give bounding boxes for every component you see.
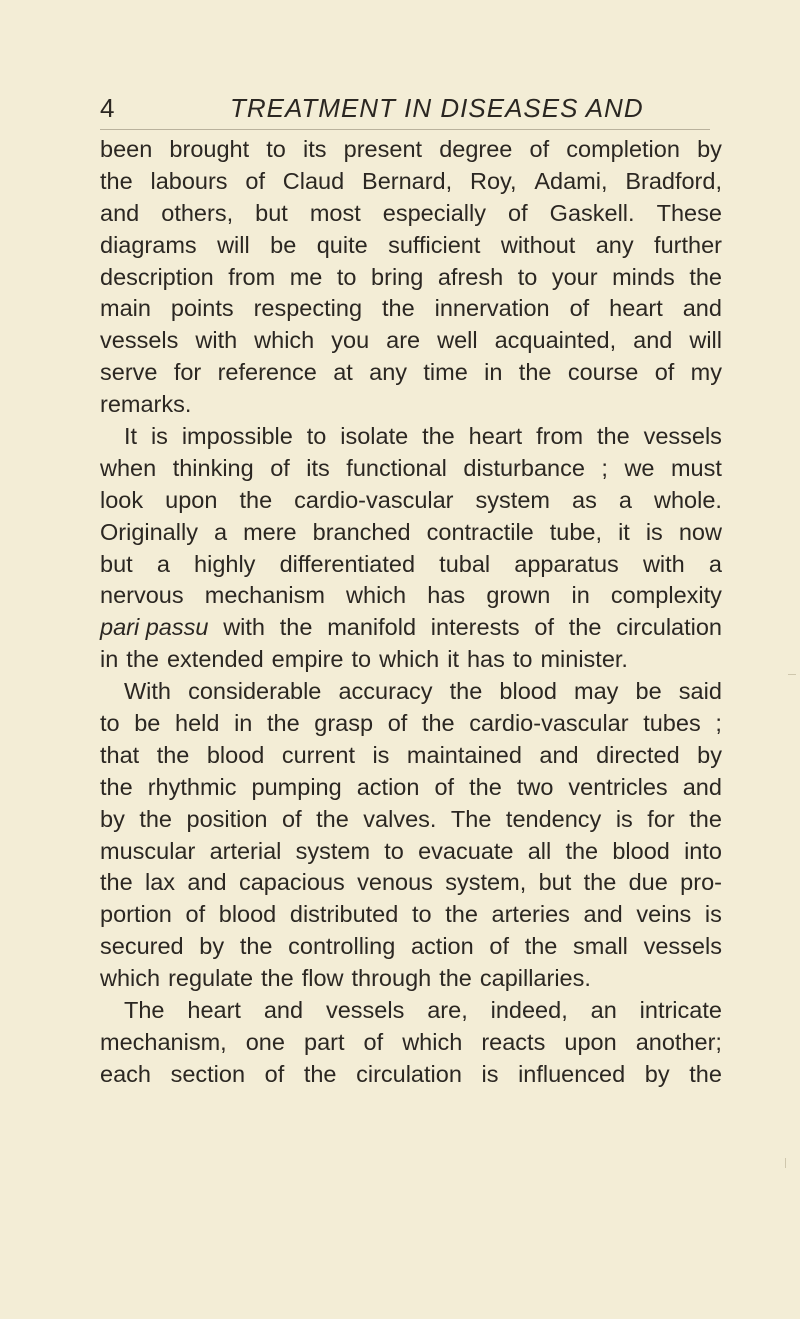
- text-line: [100, 230, 722, 262]
- word: two: [516, 773, 554, 800]
- word: points: [170, 295, 234, 322]
- word: with: [642, 550, 685, 577]
- word: the: [266, 710, 300, 737]
- word: into: [684, 837, 722, 864]
- word: ventricles: [568, 773, 668, 800]
- word: reacts: [481, 1028, 546, 1055]
- word: by: [697, 741, 722, 768]
- word: mechanism: [204, 582, 325, 609]
- word: an: [590, 997, 617, 1024]
- word: the: [597, 423, 630, 450]
- word: for: [647, 805, 675, 832]
- word: valves.: [363, 805, 437, 832]
- word: secured: [100, 933, 184, 960]
- word: system: [295, 837, 371, 864]
- word: its: [306, 454, 330, 481]
- word: the: [449, 678, 483, 705]
- word: portion: [100, 901, 172, 928]
- word: main: [100, 295, 151, 322]
- word: be: [270, 231, 297, 258]
- word: and: [682, 295, 722, 322]
- word: of: [363, 1028, 384, 1055]
- word: to: [517, 263, 538, 290]
- word: which: [402, 1028, 463, 1055]
- word: muscular: [100, 837, 196, 864]
- word: Claud: [282, 167, 345, 194]
- text-line: [100, 357, 722, 389]
- word: to: [384, 837, 404, 864]
- word: the: [100, 869, 133, 896]
- word: rhythmic: [147, 773, 237, 800]
- word: any: [369, 359, 408, 386]
- word: it: [447, 646, 459, 673]
- word: and: [539, 741, 579, 768]
- text-line: [100, 899, 722, 931]
- word: accuracy: [338, 678, 433, 705]
- word: the: [100, 167, 133, 194]
- word: whole.: [653, 486, 722, 513]
- word: the: [689, 1060, 722, 1087]
- word: by: [644, 1060, 670, 1087]
- word: the: [239, 486, 273, 513]
- word: the: [518, 359, 552, 386]
- word: of: [185, 901, 206, 928]
- word: another;: [635, 1028, 722, 1055]
- word: the: [445, 901, 478, 928]
- word: for: [173, 359, 202, 386]
- word: to: [411, 901, 432, 928]
- word: look: [100, 486, 144, 513]
- word: in: [234, 710, 253, 737]
- word: respecting: [253, 295, 363, 322]
- word: in: [100, 646, 119, 673]
- word: ;: [601, 454, 608, 481]
- word: the: [568, 614, 602, 641]
- word: your: [551, 263, 598, 290]
- word: when: [100, 454, 157, 481]
- word: in: [571, 582, 590, 609]
- word: capillaries.: [479, 965, 591, 992]
- text-line: [100, 198, 722, 230]
- text-line: [100, 389, 722, 421]
- word: you: [331, 327, 370, 354]
- word: held: [175, 710, 220, 737]
- word: the: [261, 965, 294, 992]
- text-line: [100, 836, 722, 868]
- text-line: [100, 1059, 722, 1091]
- word: now: [678, 518, 722, 545]
- word: interests: [430, 614, 520, 641]
- word: tubal: [439, 550, 491, 577]
- word: cardio-vascular: [294, 486, 454, 513]
- word: lax: [145, 869, 176, 896]
- word: which: [379, 646, 440, 673]
- word: due: [628, 869, 668, 896]
- word: time: [423, 359, 468, 386]
- text-line: [100, 453, 722, 485]
- word: current: [281, 741, 355, 768]
- text-line: [100, 421, 722, 453]
- word: the: [100, 773, 133, 800]
- word: has: [427, 582, 466, 609]
- word: it: [618, 518, 630, 545]
- word: of: [569, 295, 590, 322]
- word: the: [524, 933, 558, 960]
- word: from: [228, 263, 276, 290]
- word: of: [534, 614, 554, 641]
- word: circulation: [356, 1060, 462, 1087]
- word: are,: [427, 997, 468, 1024]
- word: the: [303, 1060, 337, 1087]
- word: from: [536, 423, 584, 450]
- word: to: [100, 710, 120, 737]
- word: extended: [166, 646, 264, 673]
- word: one: [245, 1028, 285, 1055]
- word: apparatus: [514, 550, 619, 577]
- word: afresh: [437, 263, 504, 290]
- word: brought: [169, 136, 250, 162]
- word: and: [263, 997, 304, 1024]
- word: but: [100, 550, 133, 577]
- word: serve: [100, 359, 158, 386]
- word: innervation: [434, 295, 550, 322]
- word: a: [213, 518, 228, 545]
- word: of: [282, 805, 302, 832]
- word: heart: [187, 997, 241, 1024]
- word: minister.: [540, 646, 628, 673]
- word: to: [266, 136, 286, 162]
- header-rule: [100, 129, 710, 130]
- word: the: [239, 933, 273, 960]
- word: and: [583, 901, 623, 928]
- word: arteries: [491, 901, 570, 928]
- word: of: [387, 710, 408, 737]
- word: the: [689, 805, 722, 832]
- word: pumping: [251, 773, 342, 800]
- word: the: [382, 295, 415, 322]
- word: diagrams: [100, 231, 197, 258]
- word: vessels: [643, 933, 722, 960]
- word: been: [100, 136, 153, 162]
- text-line: [100, 995, 722, 1027]
- word: of: [489, 933, 509, 960]
- word: reference: [217, 359, 317, 386]
- word: are: [386, 327, 421, 354]
- word: each: [100, 1060, 151, 1087]
- word: Gaskell.: [549, 199, 635, 226]
- word: evacuate: [418, 837, 514, 864]
- word: controlling: [288, 933, 396, 960]
- word: but: [255, 199, 288, 226]
- word: which: [346, 582, 407, 609]
- word: These: [656, 199, 722, 226]
- word: of: [270, 454, 290, 481]
- word: remarks.: [100, 391, 192, 418]
- text-line: [100, 644, 722, 676]
- word: Roy,: [469, 167, 517, 194]
- word: and: [633, 327, 673, 354]
- word: directed: [596, 741, 680, 768]
- margin-mark: [785, 1158, 786, 1168]
- word: that: [100, 741, 140, 768]
- word: Adami,: [534, 167, 608, 194]
- word: is: [150, 423, 168, 450]
- text-line: [100, 134, 722, 166]
- word: of: [245, 167, 265, 194]
- word: Bradford,: [625, 167, 722, 194]
- word: minds: [612, 263, 675, 290]
- word: of: [434, 773, 455, 800]
- word: a: [618, 486, 632, 513]
- word: we: [624, 454, 655, 481]
- word: tubes: [643, 710, 701, 737]
- word: and: [100, 199, 140, 226]
- word: others,: [161, 199, 234, 226]
- word: well: [437, 327, 478, 354]
- word: the: [439, 965, 472, 992]
- word: in: [484, 359, 503, 386]
- word: heart: [609, 295, 663, 322]
- word: impossible: [181, 423, 293, 450]
- word: thinking: [172, 454, 254, 481]
- word: by: [100, 805, 125, 832]
- word: small: [573, 933, 628, 960]
- word: to: [336, 263, 357, 290]
- word: upon: [564, 1028, 617, 1055]
- word: especially: [382, 199, 486, 226]
- word: With: [124, 678, 171, 705]
- word: flow: [301, 965, 344, 992]
- word: me: [289, 263, 323, 290]
- word: system: [475, 486, 550, 513]
- word: degree: [439, 136, 513, 162]
- word: any: [595, 231, 634, 258]
- word: branched: [312, 518, 411, 545]
- word: further: [654, 231, 722, 258]
- word: all: [527, 837, 552, 864]
- word: arterial: [209, 837, 282, 864]
- word: with: [223, 614, 265, 641]
- word: considerable: [188, 678, 322, 705]
- word: pari passu: [100, 614, 209, 641]
- word: complexity: [610, 582, 722, 609]
- word: The: [450, 805, 492, 832]
- text-line: [100, 708, 722, 740]
- word: as: [572, 486, 597, 513]
- word: heart: [468, 423, 523, 450]
- text-line: [100, 1027, 722, 1059]
- word: influenced: [518, 1060, 626, 1087]
- word: is: [481, 1060, 499, 1087]
- word: the: [279, 614, 313, 641]
- word: capacious: [238, 869, 345, 896]
- word: functional: [346, 454, 447, 481]
- word: most: [309, 199, 361, 226]
- word: mechanism,: [100, 1028, 227, 1055]
- word: my: [690, 359, 722, 386]
- word: has: [466, 646, 505, 673]
- margin-mark: [788, 674, 796, 675]
- word: vessels: [325, 997, 405, 1024]
- word: tendency: [505, 805, 602, 832]
- text-line: [100, 772, 722, 804]
- text-line: [100, 740, 722, 772]
- body-text: [100, 134, 722, 1091]
- word: action: [356, 773, 420, 800]
- text-line: [100, 612, 722, 644]
- word: ;: [715, 710, 722, 737]
- word: mere: [243, 518, 297, 545]
- word: is: [372, 741, 390, 768]
- text-line: [100, 867, 722, 899]
- word: is: [645, 518, 663, 545]
- word: venous: [357, 869, 433, 896]
- text-line: [100, 549, 722, 581]
- running-head: [100, 88, 710, 128]
- word: be: [635, 678, 662, 705]
- word: and: [187, 869, 227, 896]
- word: blood: [612, 837, 670, 864]
- word: the: [565, 837, 599, 864]
- word: It: [124, 423, 138, 450]
- word: contractile: [426, 518, 534, 545]
- word: the: [583, 869, 617, 896]
- word: disturbance: [463, 454, 585, 481]
- word: distributed: [289, 901, 399, 928]
- text-line: [100, 963, 722, 995]
- word: may: [574, 678, 619, 705]
- word: the: [422, 423, 455, 450]
- word: indeed,: [490, 997, 568, 1024]
- word: circulation: [616, 614, 722, 641]
- word: empire: [271, 646, 344, 673]
- text-line: [100, 676, 722, 708]
- word: highly: [194, 550, 256, 577]
- word: Originally: [100, 518, 198, 545]
- text-line: [100, 485, 722, 517]
- word: regulate: [168, 965, 254, 992]
- word: is: [615, 805, 633, 832]
- word: blood: [206, 741, 265, 768]
- word: the: [421, 710, 455, 737]
- text-line: [100, 325, 722, 357]
- text-line: [100, 293, 722, 325]
- word: its: [303, 136, 327, 162]
- word: of: [508, 199, 528, 226]
- word: with: [195, 327, 238, 354]
- word: course: [567, 359, 639, 386]
- text-line: [100, 804, 722, 836]
- word: present: [343, 136, 423, 162]
- word: pro-: [680, 869, 722, 896]
- word: the: [139, 805, 172, 832]
- word: but: [538, 869, 572, 896]
- word: to: [306, 423, 327, 450]
- word: the: [316, 805, 349, 832]
- word: must: [670, 454, 722, 481]
- word: will: [689, 327, 722, 354]
- word: the: [156, 741, 190, 768]
- word: grown: [486, 582, 551, 609]
- word: manifold: [327, 614, 417, 641]
- word: intricate: [639, 997, 722, 1024]
- word: of: [264, 1060, 285, 1087]
- word: which: [100, 965, 161, 992]
- word: the: [469, 773, 502, 800]
- word: by: [697, 136, 722, 162]
- word: through: [351, 965, 432, 992]
- word: blood: [218, 901, 277, 928]
- word: isolate: [340, 423, 409, 450]
- text-line: [100, 166, 722, 198]
- word: The: [124, 997, 165, 1024]
- word: part: [304, 1028, 345, 1055]
- word: section: [170, 1060, 246, 1087]
- word: blood: [499, 678, 557, 705]
- running-title: TREATMENT IN DISEASES AND: [230, 93, 644, 123]
- word: vessels: [643, 423, 722, 450]
- word: without: [500, 231, 576, 258]
- word: a: [708, 550, 722, 577]
- word: of: [529, 136, 550, 162]
- word: and: [682, 773, 722, 800]
- word: veins: [636, 901, 692, 928]
- word: labours: [150, 167, 228, 194]
- word: cardio-vascular: [469, 710, 629, 737]
- word: description: [100, 263, 214, 290]
- word: is: [704, 901, 722, 928]
- word: maintained: [406, 741, 522, 768]
- word: said: [678, 678, 722, 705]
- word: which: [254, 327, 315, 354]
- text-line: [100, 580, 722, 612]
- word: nervous: [100, 582, 184, 609]
- word: acquainted,: [494, 327, 617, 354]
- word: action: [410, 933, 474, 960]
- word: Bernard,: [362, 167, 453, 194]
- page-number: 4: [100, 93, 115, 123]
- word: system,: [445, 869, 527, 896]
- word: the: [126, 646, 159, 673]
- text-line: [100, 262, 722, 294]
- word: tube,: [549, 518, 603, 545]
- word: the: [689, 263, 722, 290]
- word: will: [217, 231, 250, 258]
- word: of: [654, 359, 675, 386]
- word: grasp: [314, 710, 374, 737]
- word: sufficient: [388, 231, 481, 258]
- word: to: [512, 646, 533, 673]
- word: at: [333, 359, 353, 386]
- word: bring: [371, 263, 424, 290]
- word: differentiated: [279, 550, 416, 577]
- word: position: [186, 805, 268, 832]
- word: quite: [316, 231, 368, 258]
- word: a: [156, 550, 170, 577]
- text-line: [100, 517, 722, 549]
- text-line: [100, 931, 722, 963]
- word: by: [199, 933, 225, 960]
- word: vessels: [100, 327, 179, 354]
- word: to: [351, 646, 372, 673]
- word: completion: [566, 136, 680, 162]
- word: upon: [165, 486, 218, 513]
- word: be: [134, 710, 161, 737]
